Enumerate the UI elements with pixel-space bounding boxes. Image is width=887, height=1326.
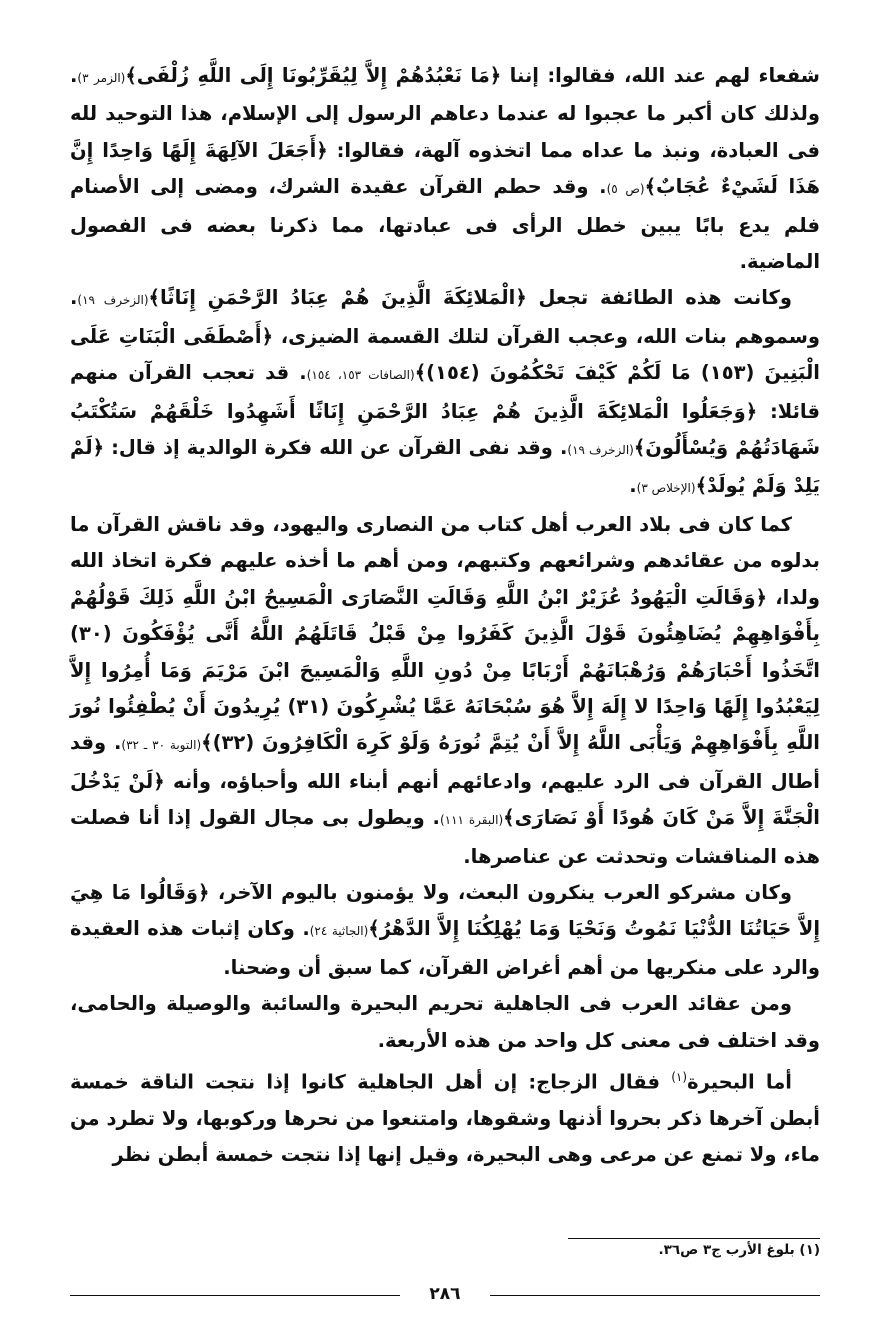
paragraph-1 xyxy=(70,58,820,280)
quran-reference: (الصافات ١٥٣، ١٥٤) xyxy=(306,368,415,383)
quran-reference: (الزمر ٣) xyxy=(77,71,126,85)
paragraph-text: كما كان فى بلاد العرب أهل كتاب من النصارى واليهود، وقد ناقش القرآن ما بدلوه من عقائدهم وشرائعهم وكتبهم، ومن أهم ما أخذه عليهم فكرة اتخاذ الله ولدا، ﴿وَقَالَتِ الْيَهُودُ عُزَيْرٌ ابْنُ اللَّهِ وَقَالَتِ النَّصَارَى الْمَسِيحُ ابْنُ اللَّهِ ذَلِكَ قَوْلُهُمْ بِأَفْوَاهِهِمْ يُضَاهِئُونَ قَوْلَ الَّذِينَ كَفَرُوا مِنْ قَبْلُ قَاتَلَهُمُ اللَّهُ أَنَّى يُؤْفَكُونَ (٣٠) اتَّخَذُوا أَحْبَارَهُمْ وَرُهْبَانَهُمْ أَرْبَابًا مِنْ دُونِ اللَّهِ وَالْمَسِيحَ ابْنَ مَرْيَمَ وَمَا أُمِرُوا إِلاَّ لِيَعْبُدُوا إِلَهًا وَاحِدًا لا إِلَهَ إِلاَّ هُوَ سُبْحَانَهُ عَمَّا يُشْرِكُونَ (٣١) يُرِيدُونَ أَنْ يُطْفِئُوا نُورَ اللَّهِ بِأَفْوَاهِهِمْ وَيَأْبَى اللَّهُ إِلاَّ أَنْ يُتِمَّ نُورَهُ وَلَوْ كَرِهَ الْكَافِرُونَ (٣٢)﴾ xyxy=(70,512,820,755)
paragraph-2 xyxy=(70,280,820,506)
paragraph-text: . قد تعجب القرآن منهم قائلا: ﴿وَجَعَلُوا الْمَلائِكَةَ الَّذِينَ هُمْ عِبَادُ الرَّحْمَنِ إِنَاثًا أَشَهِدُوا خَلْقَهُمْ سَتُكْتَبُ شَهَادَتُهُمْ وَيُسْأَلُونَ﴾ xyxy=(70,361,820,460)
footer-rule-right xyxy=(490,1295,820,1296)
quran-reference: (التوبة ٣٠ ـ ٣٢) xyxy=(121,738,202,753)
paragraph-text: أما البحيرة xyxy=(687,1070,792,1094)
quran-reference: (البقرة ١١١) xyxy=(439,813,504,828)
page-body xyxy=(70,58,820,1308)
paragraph-text: شفعاء لهم عند الله، فقالوا: إننا ﴿مَا نَعْبُدُهُمْ إِلاَّ لِيُقَرِّبُونَا إِلَى اللَّهِ زُلْفَى﴾ xyxy=(125,64,820,87)
paragraph-text: . وقد نفى القرآن عن الله فكرة الوالدية إذ قال: ﴿لَمْ يَلِدْ وَلَمْ يُولَدْ﴾ xyxy=(70,436,820,498)
paragraph-text: . ويطول بى مجال القول إذا أنا فصلت هذه المناقشات وتحدثت عن عناصرها. xyxy=(70,806,820,868)
paragraph-text: . ولذلك كان أكبر ما عجبوا له عندما دعاهم الرسول إلى الإسلام، هذا التوحيد لله فى العبادة، ونبذ ما عداه مما اتخذوه آلهة، فقالوا: ﴿أَجَعَلَ الآلِهَةَ إِلَهًا وَاحِدًا إِنَّ هَذَا لَشَيْءٌ عُجَابٌ﴾ xyxy=(70,64,820,199)
quran-reference: (الجاثية ٢٤) xyxy=(309,924,369,939)
paragraph-text: وكان مشركو العرب ينكرون البعث، ولا يؤمنون باليوم الآخر، ﴿وَقَالُوا مَا هِيَ إِلاَّ حَيَاتُنَا الدُّنْيَا نَمُوتُ وَنَحْيَا وَمَا يُهْلِكُنَا إِلاَّ الدَّهْرُ﴾ xyxy=(70,880,821,941)
paragraph-5 xyxy=(70,986,820,1059)
paragraph-text: . وسموهم بنات الله، وعجب القرآن لتلك القسمة الضيزى، ﴿أَصْطَفَى الْبَنَاتِ عَلَى الْبَنِينَ (١٥٣) مَا لَكُمْ كَيْفَ تَحْكُمُونَ (١٥٤)﴾ xyxy=(70,286,820,385)
paragraph-6 xyxy=(70,1059,820,1174)
quran-reference: (ص ٥) xyxy=(606,182,645,197)
quran-reference: (الزخرف ١٩) xyxy=(77,293,149,308)
footnote-marker: (١) xyxy=(671,1069,688,1084)
paragraph-text: . وكان إثبات هذه العقيدة والرد على منكريها من أهم أغراض القرآن، كما سبق أن وضحنا. xyxy=(70,917,820,979)
paragraph-4 xyxy=(70,875,820,986)
paragraph-text: فقال الزجاج: إن أهل الجاهلية كانوا إذا نتجت الناقة خمسة أبطن آخرها ذكر بحروا أذنها وشقوها، وامتنعوا من نحرها وركوبها، ولا تطرد من ماء، ولا تمنع عن مرعى وهى البحيرة، وقيل إنها إذا نتجت خمسة أبطن نظر xyxy=(70,1070,820,1167)
page-number: ٢٨٦ xyxy=(429,1284,461,1304)
footer-rule-left xyxy=(70,1295,400,1296)
quran-reference: (الزخرف ١٩) xyxy=(567,443,634,458)
paragraph-text: . xyxy=(629,474,637,498)
paragraph-3 xyxy=(70,507,820,875)
paragraph-text: . وقد حطم القرآن عقيدة الشرك، ومضى إلى الأصنام فلم يدع بابًا يبين خطل الرأى فى عبادتها، مما ذكرنا بعضه فى الفصول الماضية. xyxy=(70,175,820,274)
footnote: (١) بلوغ الأرب ج٣ ص٣٦. xyxy=(658,1242,820,1258)
paragraph-text: ومن عقائد العرب فى الجاهلية تحريم البحيرة والسائبة والوصيلة والحامى، وقد اختلف فى معنى كل واحد من هذه الأربعة. xyxy=(70,992,820,1052)
footnote-separator xyxy=(568,1238,820,1239)
paragraph-text: وكانت هذه الطائفة تجعل ﴿الْمَلائِكَةَ الَّذِينَ هُمْ عِبَادُ الرَّحْمَنِ إِنَاثًا﴾ xyxy=(148,286,792,310)
quran-reference: (الإخلاص ٣) xyxy=(636,481,696,496)
paragraph-text: . وقد أطال القرآن فى الرد عليهم، وادعائهم أنهم أبناء الله وأحباؤه، وأنه ﴿لَنْ يَدْخُلَ الْجَنَّةَ إِلاَّ مَنْ كَانَ هُودًا أَوْ نَصَارَى﴾ xyxy=(70,731,820,830)
page-footer xyxy=(70,1284,820,1306)
